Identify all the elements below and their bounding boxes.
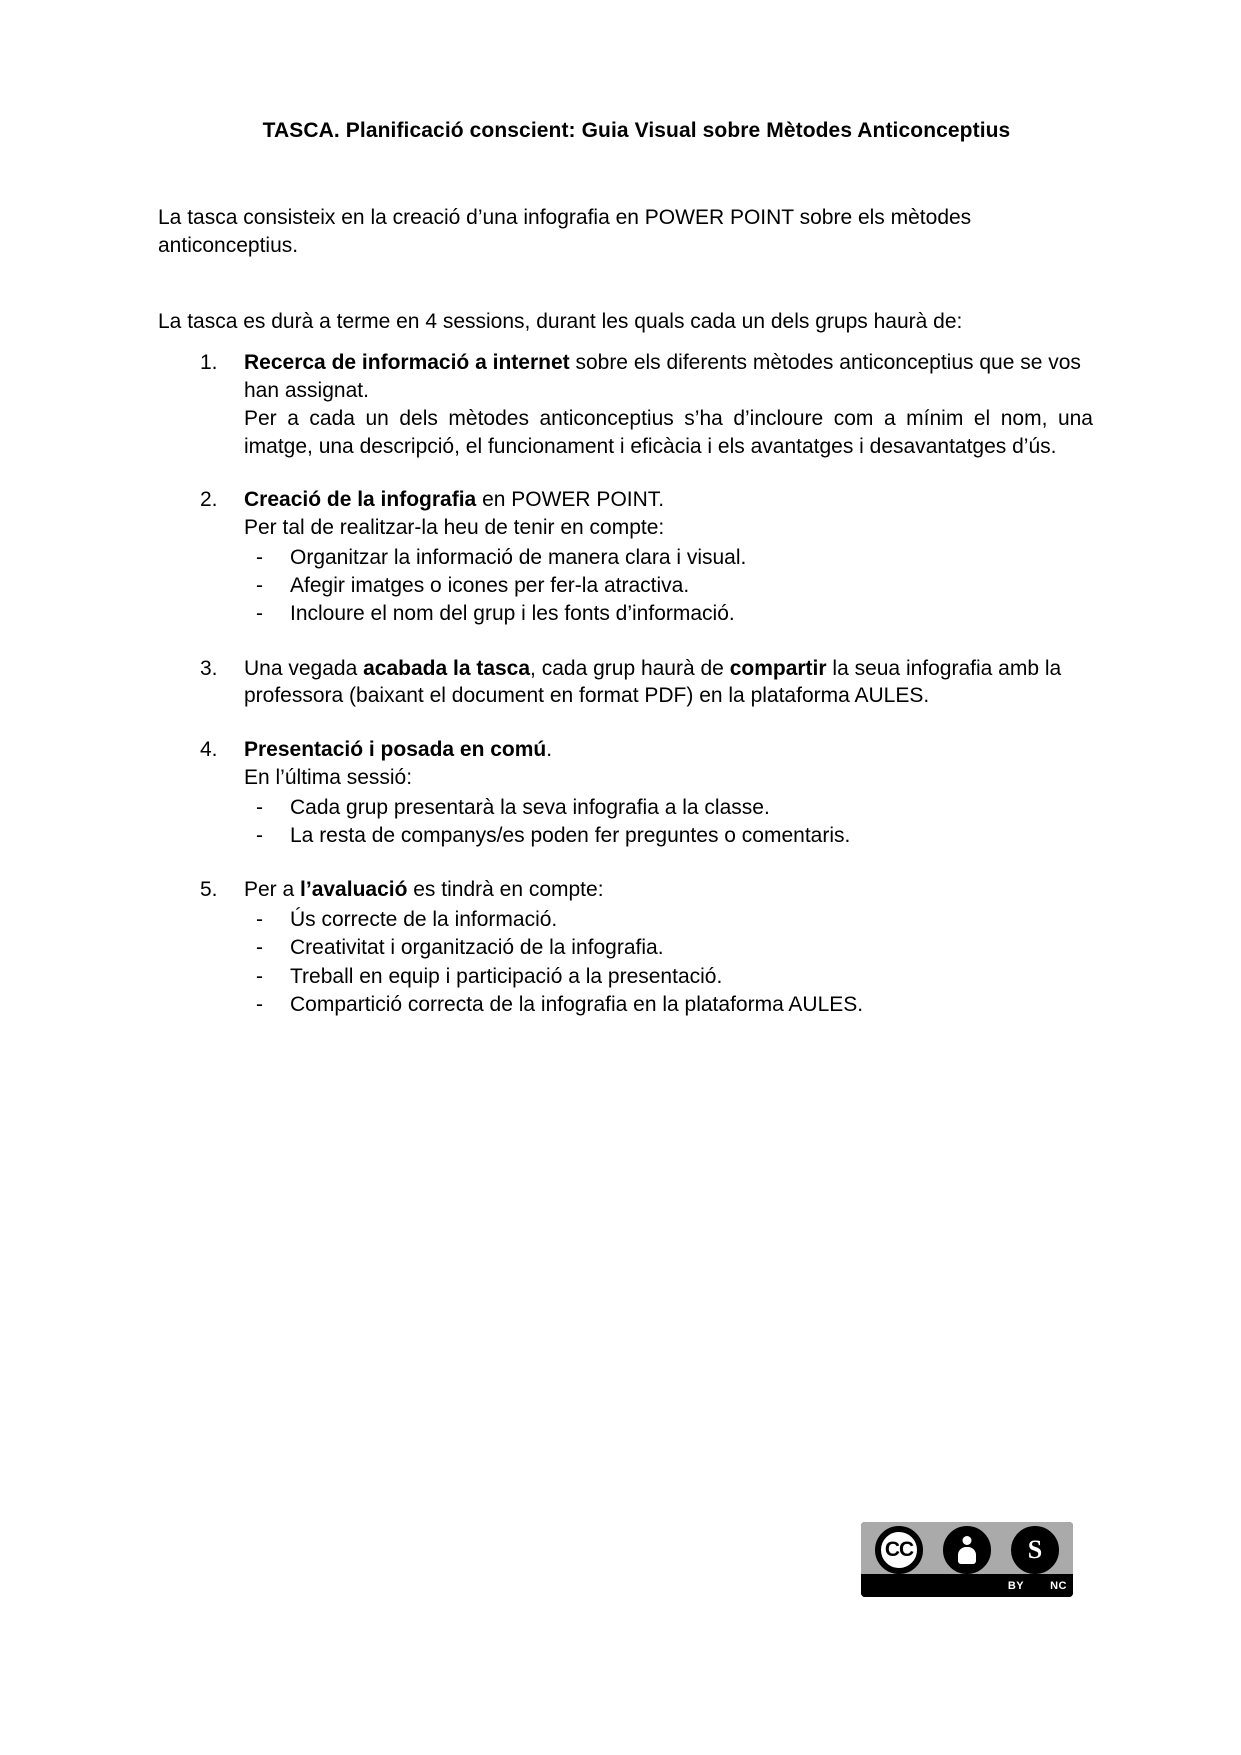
- sub-bullet-list: [244, 906, 1093, 1019]
- spacer: [158, 335, 1093, 349]
- item-lead-bold: Presentació i posada en comú: [244, 738, 547, 762]
- item-lead-rest: .: [546, 738, 553, 762]
- cc-label-row: [861, 1574, 1073, 1597]
- attribution-person-icon: [943, 1526, 991, 1574]
- bullet-text: Cada grup presentarà la seva infografia a la classe.: [290, 795, 770, 819]
- dash-marker: -: [256, 964, 263, 988]
- item-pre-bold: Per a: [244, 878, 301, 902]
- list-item: [244, 822, 1093, 850]
- item-pre-bold: Una vegada: [244, 656, 364, 680]
- item-lead-bold: Creació de la infografia: [244, 488, 477, 512]
- item-number: 1.: [200, 351, 218, 375]
- dash-marker: -: [256, 908, 263, 932]
- list-item: [244, 572, 1093, 600]
- bullet-text: Creativitat i organització de la infografia.: [290, 936, 664, 960]
- dash-marker: -: [256, 795, 263, 819]
- bullet-text: Afegir imatges o icones per fer-la atractiva.: [290, 574, 690, 598]
- spacer: [158, 260, 1093, 308]
- item-body: [244, 876, 1093, 1019]
- item-body: [244, 655, 1093, 710]
- person-head: [963, 1536, 972, 1545]
- list-item: [244, 963, 1093, 991]
- item-body: [244, 486, 1093, 628]
- item-lead: [244, 486, 1093, 514]
- list-item: [244, 600, 1093, 628]
- person-glyph: [954, 1535, 980, 1565]
- bullet-text: Organitzar la informació de manera clara i visual.: [290, 545, 747, 569]
- dash-marker: -: [256, 545, 263, 569]
- item-lead-rest: es tindrà en compte:: [407, 878, 604, 902]
- task-steps-list: [158, 349, 1093, 1019]
- cc-icon-row: [861, 1522, 1073, 1574]
- item-paragraph: Per a cada un dels mètodes anticonceptius s’ha d’incloure com a mínim el nom, una imatge, una descripció, el funcionament i eficàcia i els avantatges i desavantatges d’ús.: [244, 406, 1093, 458]
- item-lead-bold: l’avaluació: [300, 878, 408, 902]
- creative-commons-license-badge: [861, 1522, 1073, 1597]
- creative-commons-icon: [875, 1526, 923, 1574]
- list-item: [158, 655, 1093, 710]
- nc-label: NC: [1050, 1579, 1067, 1592]
- item-lead-bold: Recerca de informació a internet: [244, 351, 570, 375]
- item-body: [244, 349, 1093, 460]
- list-item: [244, 544, 1093, 572]
- bullet-text: Ús correcte de la informació.: [290, 908, 558, 932]
- item-lead: [244, 876, 1093, 904]
- dash-marker: -: [256, 993, 263, 1017]
- by-label: BY: [1007, 1579, 1025, 1592]
- item-lead: [244, 655, 1093, 710]
- item-paragraph: En l’última sessió:: [244, 765, 413, 789]
- item-bold-2: compartir: [729, 656, 827, 680]
- person-body: [958, 1547, 976, 1564]
- intro-paragraph-2: La tasca es durà a terme en 4 sessions, durant les quals cada un dels grups haurà de:: [158, 309, 963, 333]
- item-lead-rest: sobre els diferents mètodes anticonceptius que se vos han assignat.: [244, 351, 1081, 403]
- item-number: 5.: [200, 878, 218, 902]
- bullet-text: Treball en equip i participació a la presentació.: [290, 964, 723, 988]
- dash-marker: -: [256, 574, 263, 598]
- list-item: [244, 906, 1093, 934]
- list-item: [158, 876, 1093, 1019]
- item-lead-rest: en POWER POINT.: [476, 488, 665, 512]
- item-lead: [244, 736, 1093, 764]
- noncommercial-icon: [1011, 1526, 1059, 1574]
- list-item: [158, 349, 1093, 460]
- intro-paragraph-1: La tasca consisteix en la creació d’una infografia en POWER POINT sobre els mètodes anticonceptius.: [158, 206, 972, 257]
- item-lead-bold: acabada la tasca: [363, 656, 531, 680]
- bullet-text: Incloure el nom del grup i les fonts d’informació.: [290, 602, 735, 626]
- sub-bullet-list: [244, 544, 1093, 629]
- bullet-text: Compartició correcta de la infografia en la plataforma AULES.: [290, 993, 864, 1017]
- dash-marker: -: [256, 936, 263, 960]
- item-number: 2.: [200, 488, 218, 512]
- item-mid-text: , cada grup haurà de: [530, 656, 730, 680]
- item-lead: [244, 349, 1093, 404]
- dash-marker: -: [256, 823, 263, 847]
- list-item: [244, 934, 1093, 962]
- dash-marker: -: [256, 602, 263, 626]
- sub-bullet-list: [244, 794, 1093, 851]
- item-number: 3.: [200, 656, 218, 680]
- list-item: [158, 736, 1093, 850]
- spacer: [158, 144, 1093, 204]
- nc-glyph: S: [1027, 1535, 1043, 1564]
- item-number: 4.: [200, 738, 218, 762]
- list-item: [158, 486, 1093, 628]
- list-item: [244, 991, 1093, 1019]
- item-body: [244, 736, 1093, 850]
- page-title: TASCA. Planificació conscient: Guia Visual sobre Mètodes Anticonceptius: [262, 119, 1011, 142]
- list-item: [244, 794, 1093, 822]
- bullet-text: La resta de companys/es poden fer preguntes o comentaris.: [290, 823, 851, 847]
- item-lead-rest: la seua infografia amb la professora (baixant el document en format PDF) en la plataforma AULES.: [244, 656, 1062, 708]
- item-paragraph: Per tal de realitzar-la heu de tenir en compte:: [244, 516, 665, 539]
- cc-label: CC: [884, 1538, 914, 1561]
